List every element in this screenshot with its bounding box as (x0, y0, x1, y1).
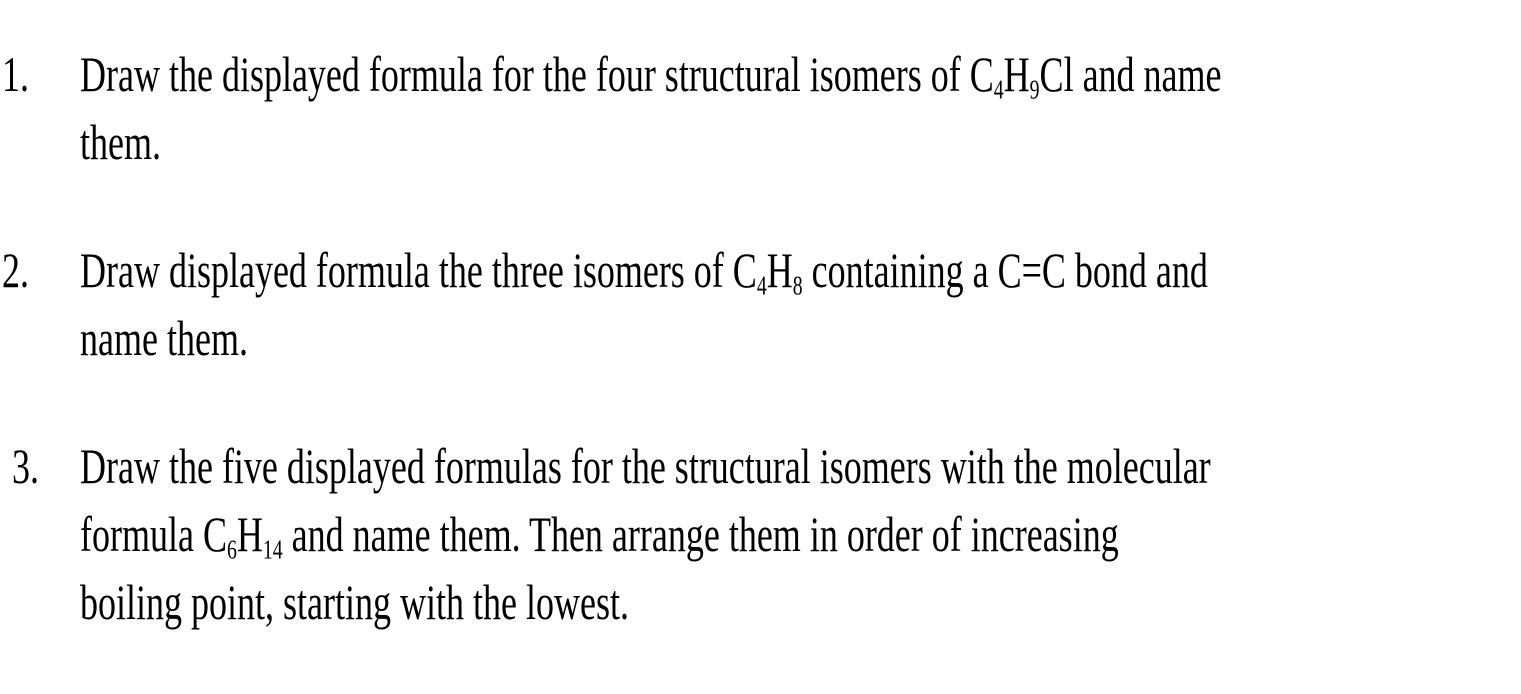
question-line: formula $C_6H_{14}$ and name them. Then arrange them in order of increasing (80, 506, 1119, 565)
molecular-formula: $C_4H_9Cl$ (969, 46, 1074, 105)
question-number: 3. (12, 438, 39, 494)
question-line: name them. (80, 310, 248, 366)
question-text (80, 40, 1506, 176)
molecular-formula: $C_4H_8$ (732, 242, 803, 301)
question-line: boiling point, starting with the lowest. (80, 574, 629, 630)
question-line: Draw the five displayed formulas for the structural isomers with the molecular (80, 438, 1211, 494)
question-number: 1. (2, 46, 30, 102)
question-text (80, 432, 1506, 636)
question-line: Draw displayed formula the three isomers of $C_4H_8$ containing a C=C bond and (80, 242, 1208, 301)
question-line: them. (80, 114, 161, 170)
question-text (80, 236, 1506, 372)
question-number: 2. (2, 242, 30, 298)
molecular-formula: $C_6H_{14}$ (202, 506, 283, 565)
question-line: Draw the displayed formula for the four structural isomers of $C_4H_9Cl$ and name (80, 46, 1222, 105)
